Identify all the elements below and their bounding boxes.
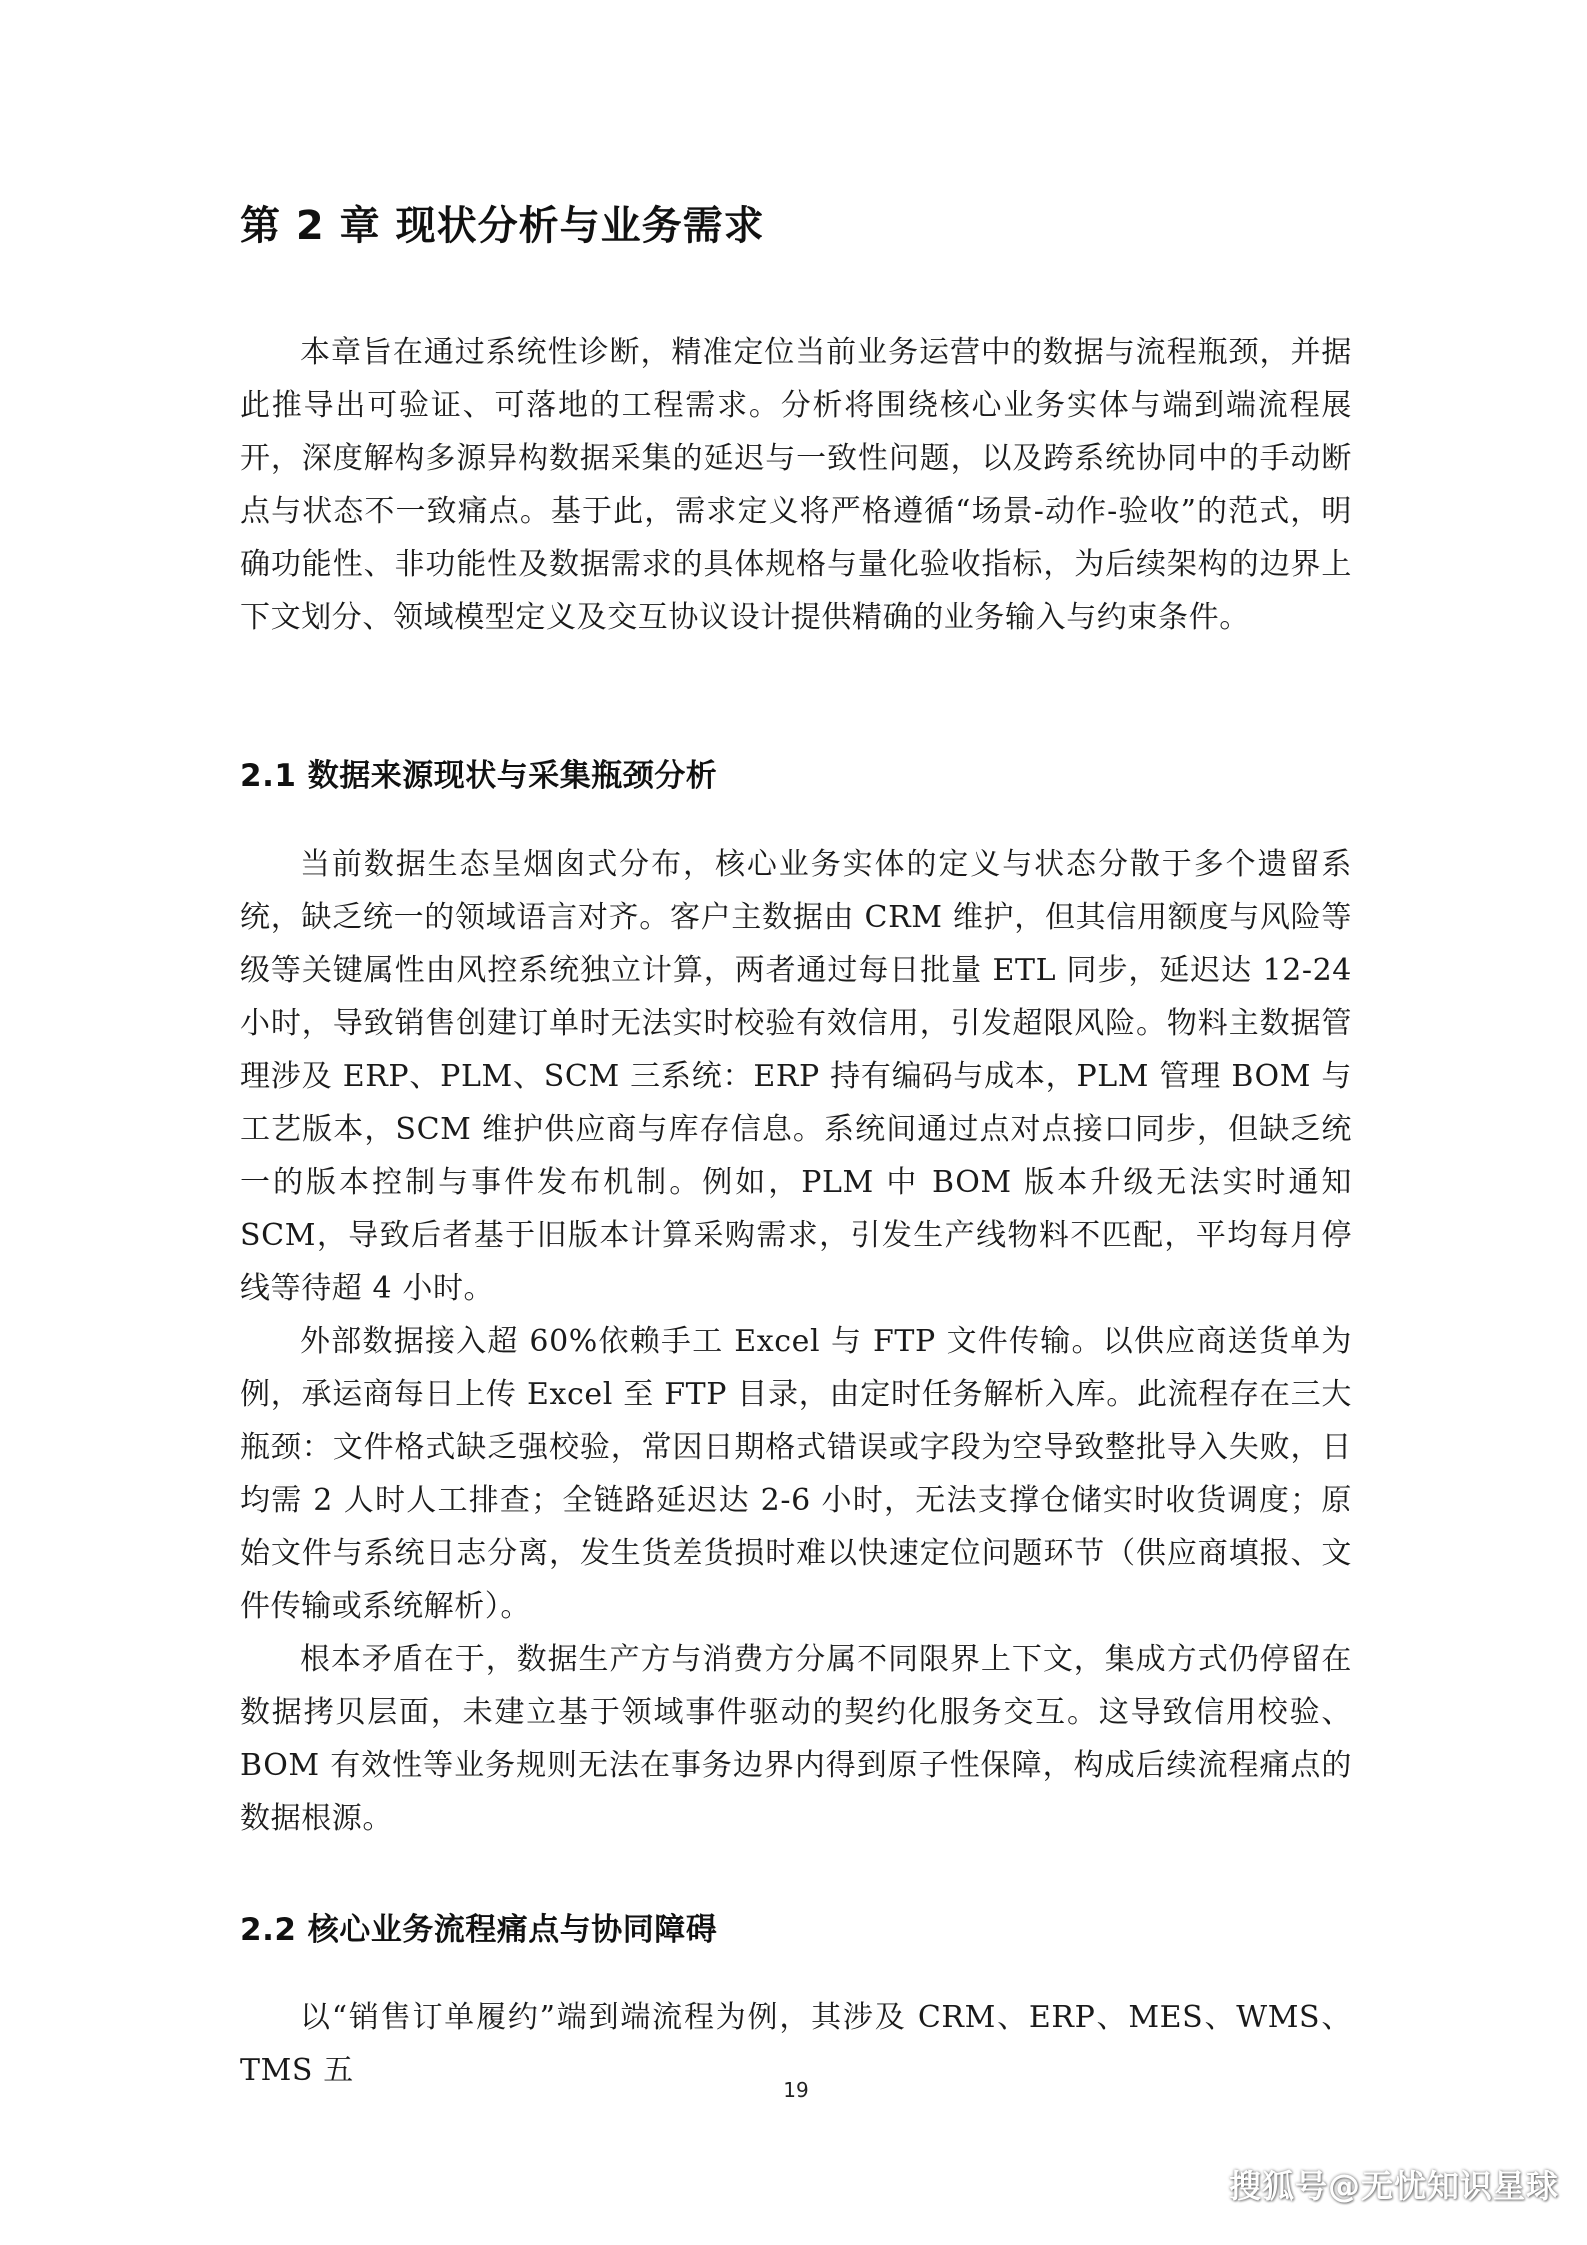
page-number: 19 [783,2078,809,2102]
section-2-1-heading: 2.1 数据来源现状与采集瓶颈分析 [240,758,718,794]
intro-paragraph: 本章旨在通过系统性诊断，精准定位当前业务运营中的数据与流程瓶颈，并据此推导出可验证、可落地的工程需求。分析将围绕核心业务实体与端到端流程展开，深度解构多源异构数据采集的延迟与一致性问题，以及跨系统协同中的手动断点与状态不一致痛点。基于此，需求定义将严格遵循“场景-动作-验收”的范式，明确功能性、非功能性及数据需求的具体规格与量化验收指标，为后续架构的边界上下文划分、领域模型定义及交互协议设计提供精确的业务输入与约束条件。 [240,335,1352,635]
section-2-1-body [240,838,1352,1845]
chapter-intro [240,326,1352,644]
document-page [240,0,1352,2245]
section-2-2-heading: 2.2 核心业务流程痛点与协同障碍 [240,1912,718,1948]
section-2-2-paragraph-1: 以“销售订单履约”端到端流程为例，其涉及 CRM、ERP、MES、WMS、TMS 五 [240,2000,1352,2088]
section-2-1-paragraph-1: 当前数据生态呈烟囱式分布，核心业务实体的定义与状态分散于多个遗留系统，缺乏统一的领域语言对齐。客户主数据由 CRM 维护，但其信用额度与风险等级等关键属性由风控系统独立计算，两者通过每日批量 ETL 同步，延迟达 12-24 小时，导致销售创建订单时无法实时校验有效信用，引发超限风险。物料主数据管理涉及 ERP、PLM、SCM 三系统：ERP 持有编码与成本，PLM 管理 BOM 与工艺版本，SCM 维护供应商与库存信息。系统间通过点对点接口同步，但缺乏统一的版本控制与事件发布机制。例如，PLM 中 BOM 版本升级无法实时通知 SCM，导致后者基于旧版本计算采购需求，引发生产线物料不匹配，平均每月停线等待超 4 小时。 [240,847,1352,1306]
chapter-title: 第 2 章 现状分析与业务需求 [240,203,765,249]
section-2-1-paragraph-2: 外部数据接入超 60%依赖手工 Excel 与 FTP 文件传输。以供应商送货单为例，承运商每日上传 Excel 至 FTP 目录，由定时任务解析入库。此流程存在三大瓶颈：文件格式缺乏强校验，常因日期格式错误或字段为空导致整批导入失败，日均需 2 人时人工排查；全链路延迟达 2-6 小时，无法支撑仓储实时收货调度；原始文件与系统日志分离，发生货差货损时难以快速定位问题环节（供应商填报、文件传输或系统解析）。 [240,1324,1352,1624]
section-2-1-paragraph-3: 根本矛盾在于，数据生产方与消费方分属不同限界上下文，集成方式仍停留在数据拷贝层面，未建立基于领域事件驱动的契约化服务交互。这导致信用校验、BOM 有效性等业务规则无法在事务边界内得到原子性保障，构成后续流程痛点的数据根源。 [240,1642,1352,1836]
watermark-text: 搜狐号@无忧知识星球 [1228,2167,1559,2205]
